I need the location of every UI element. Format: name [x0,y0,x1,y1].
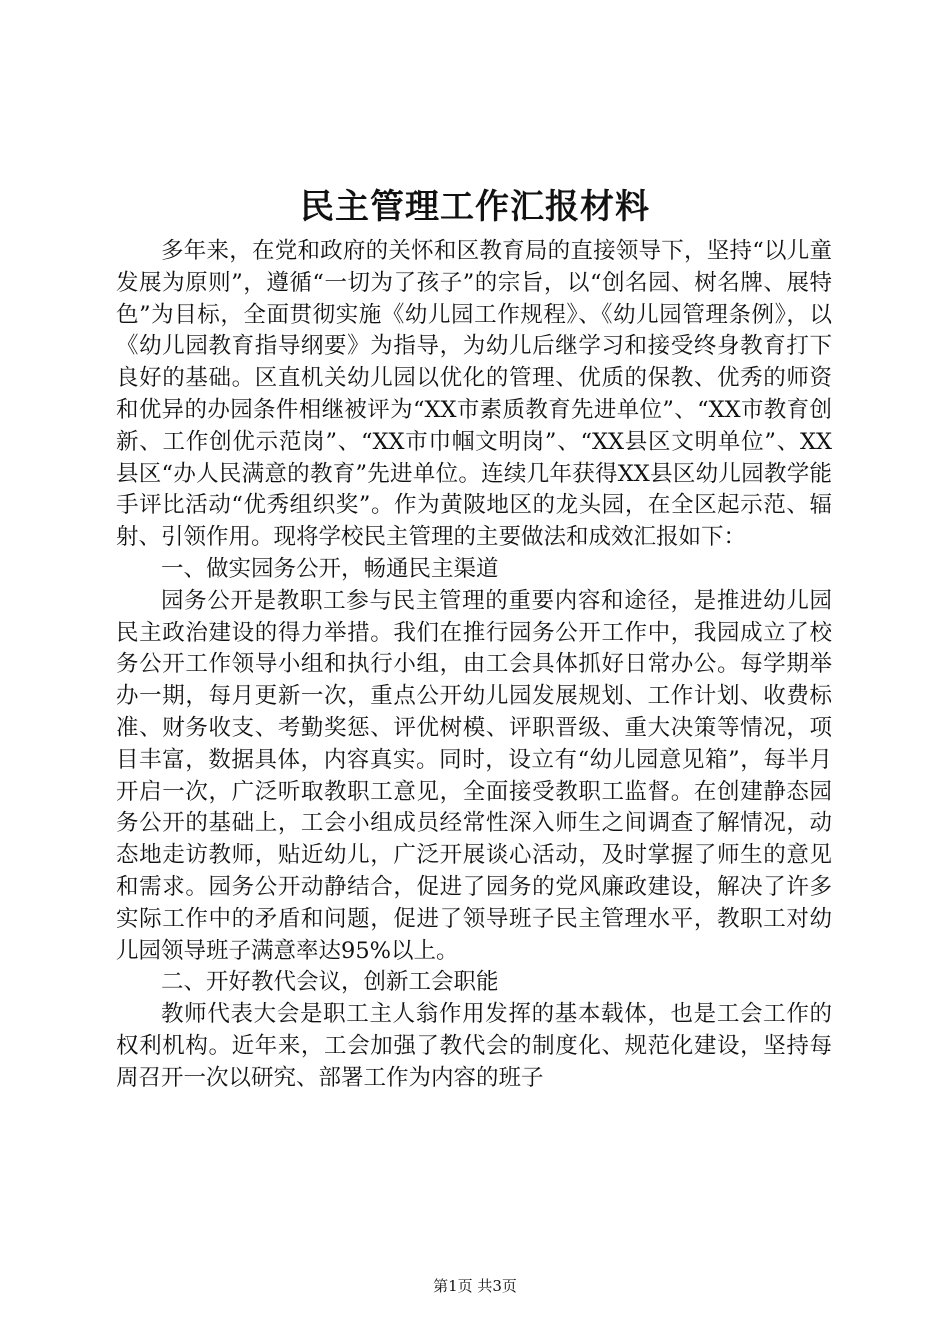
page-footer: 第1页 共3页 [433,1277,517,1295]
document-title: 民主管理工作汇报材料 [300,187,650,227]
paragraph-section-2: 教师代表大会是职工主人翁作用发挥的基本载体，也是工会工作的权利机构。近年来，工会加强了教代会的制度化、规范化建设，坚持每周召开一次以研究、部署工作为内容的班子 [116,1001,832,1091]
paragraph-intro: 多年来，在党和政府的关怀和区教育局的直接领导下，坚持“以儿童发展为原则”，遵循“一切为了孩子”的宗旨，以“创名园、树名牌、展特色”为目标，全面贯彻实施《幼儿园工作规程》、《幼儿园管理条例》，以《幼儿园教育指导纲要》为指导，为幼儿后继学习和接受终身教育打下良好的基础。区直机关幼儿园以优化的管理、优质的保教、优秀的师资和优异的办园条件相继被评为“XX市素质教育先进单位”、“XX市教育创新、工作创优示范岗”、“XX市巾帼文明岗”、“XX县区文明单位”、XX县区“办人民满意的教育”先进单位。连续几年获得XX县区幼儿园教学能手评比活动“优秀组织奖”。作为黄陂地区的龙头园，在全区起示范、辐射、引领作用。现将学校民主管理的主要做法和成效汇报如下： [116,238,832,551]
document-body [116,236,832,1095]
paragraph-section-1: 园务公开是教职工参与民主管理的重要内容和途径，是推进幼儿园民主政治建设的得力举措。我们在推行园务公开工作中，我园成立了校务公开工作领导小组和执行小组，由工会具体抓好日常办公。每学期举办一期，每月更新一次，重点公开幼儿园发展规划、工作计划、收费标准、财务收支、考勤奖惩、评优树模、评职晋级、重大决策等情况，项目丰富，数据具体，内容真实。同时，设立有“幼儿园意见箱”，每半月开启一次，广泛听取教职工意见，全面接受教职工监督。在创建静态园务公开的基础上，工会小组成员经常性深入师生之间调查了解情况，动态地走访教师，贴近幼儿，广泛开展谈心活动，及时掌握了师生的意见和需求。园务公开动静结合，促进了园务的党风廉政建设，解决了许多实际工作中的矛盾和问题，促进了领导班子民主管理水平，教职工对幼儿园领导班子满意率达95%以上。 [116,587,832,964]
section-heading-1: 一、做实园务公开，畅通民主渠道 [161,555,499,582]
section-heading-2: 二、开好教代会议，创新工会职能 [161,969,499,996]
